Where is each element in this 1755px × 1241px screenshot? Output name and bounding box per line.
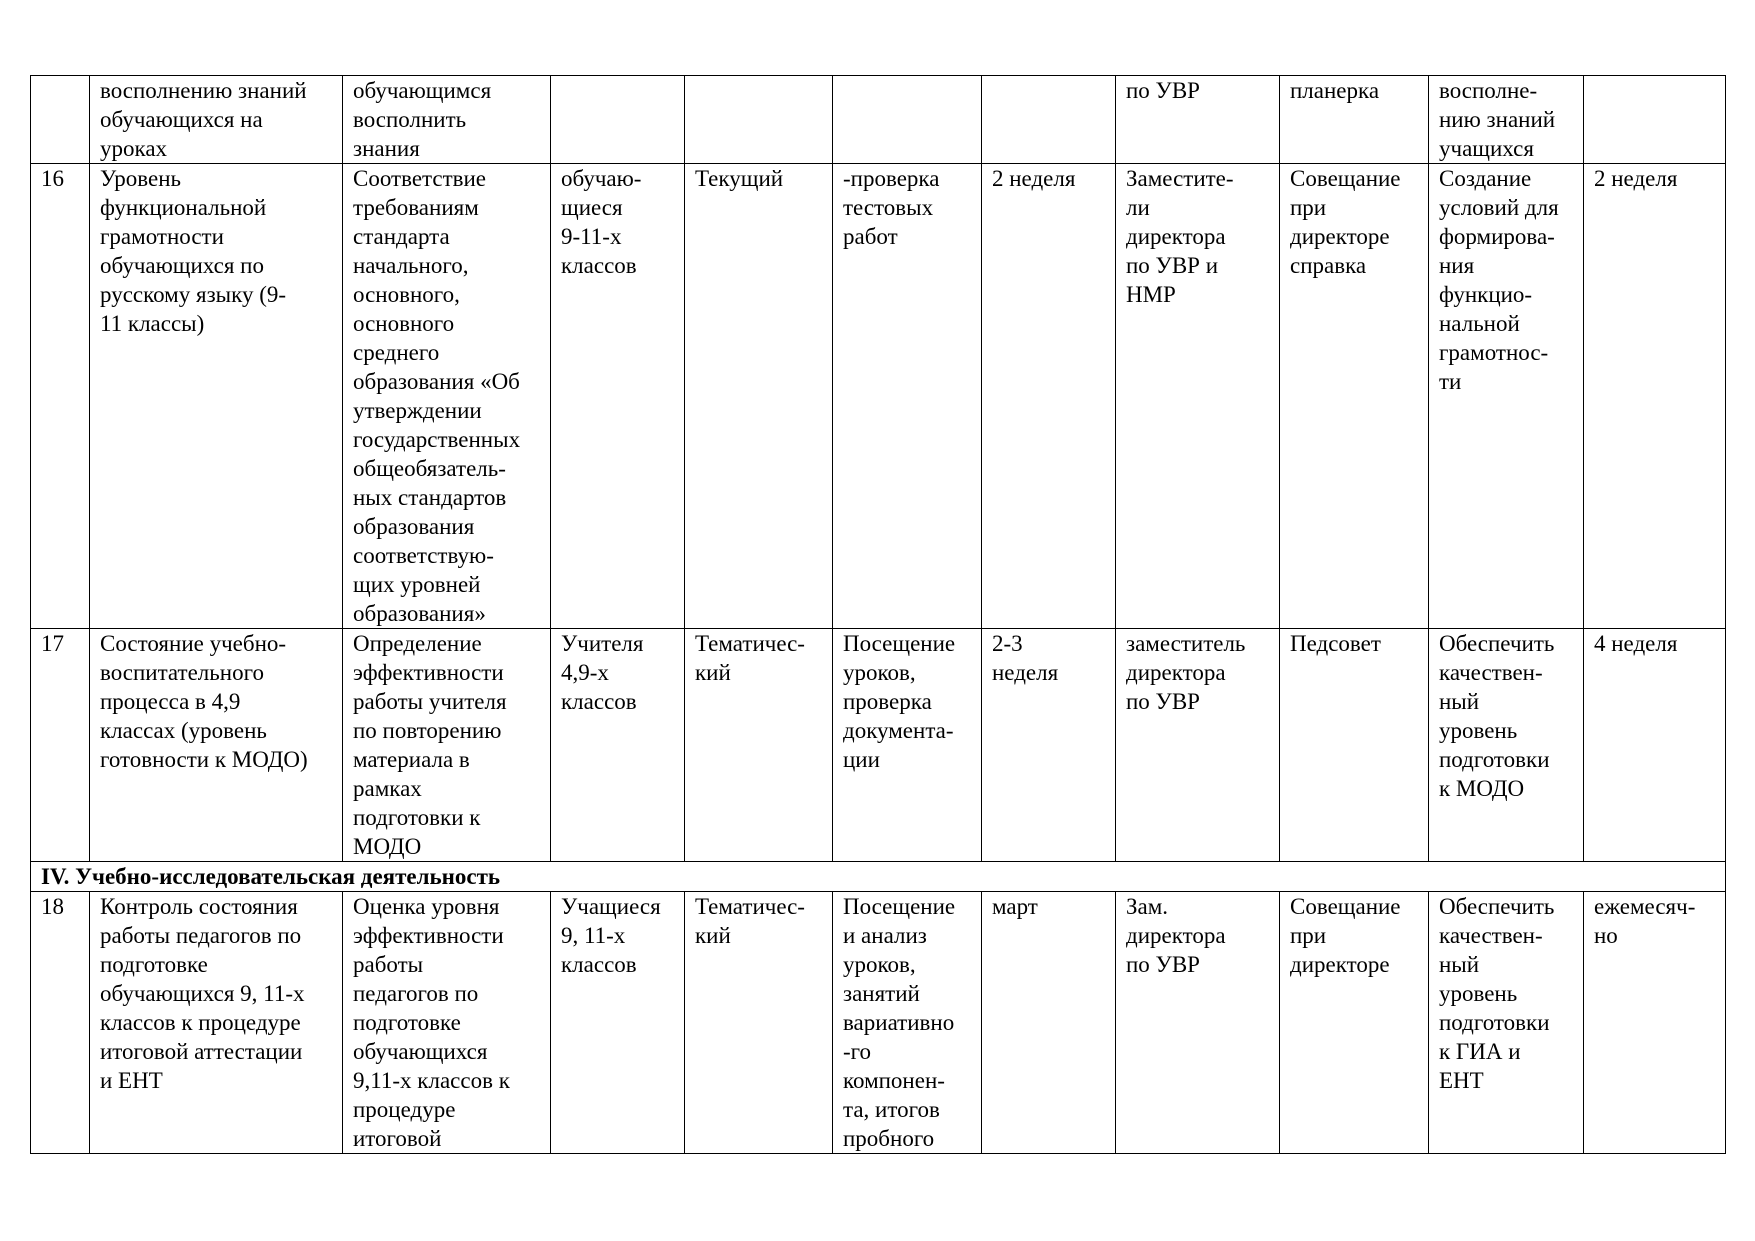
control-goal-cell: обучающимся восполнить знания xyxy=(343,76,551,164)
table-row xyxy=(31,164,1726,629)
row-number-cell: 18 xyxy=(31,892,90,1154)
control-type-cell: Тематичес- кий xyxy=(685,629,833,862)
control-object-cell: обучаю- щиеся 9-11-х классов xyxy=(551,164,685,629)
table-row xyxy=(31,76,1726,164)
responsible-cell: заместитель директора по УВР xyxy=(1116,629,1280,862)
control-type-cell xyxy=(685,76,833,164)
control-period-cell: март xyxy=(982,892,1116,1154)
control-plan-table xyxy=(30,75,1726,1154)
control-method-cell: Посещение уроков, проверка документа- ции xyxy=(833,629,982,862)
control-method-cell xyxy=(833,76,982,164)
section-row xyxy=(31,862,1726,892)
control-period-cell: 2-3 неделя xyxy=(982,629,1116,862)
repeat-control-cell: ежемесяч- но xyxy=(1584,892,1726,1154)
control-object-cell: Учащиеся 9, 11-х классов xyxy=(551,892,685,1154)
summary-place-cell: планерка xyxy=(1280,76,1429,164)
control-topic-cell: Состояние учебно- воспитательного процесса в 4,9 классах (уровень готовности к МОДО) xyxy=(90,629,343,862)
control-method-cell: -проверка тестовых работ xyxy=(833,164,982,629)
repeat-control-cell: 2 неделя xyxy=(1584,164,1726,629)
table-row xyxy=(31,629,1726,862)
section-heading: IV. Учебно-исследовательская деятельность xyxy=(31,862,1726,892)
control-object-cell: Учителя 4,9-х классов xyxy=(551,629,685,862)
control-type-cell: Текущий xyxy=(685,164,833,629)
summary-place-cell: Педсовет xyxy=(1280,629,1429,862)
control-goal-cell: Определение эффективности работы учителя по повторению материала в рамках подготовки к МОДО xyxy=(343,629,551,862)
control-type-cell: Тематичес- кий xyxy=(685,892,833,1154)
control-goal-cell: Соответствие требованиям стандарта начального, основного, основного среднего образования «Об утверждении государственных общеобязатель- ных стандартов образования соответствую- щих уровней образования» xyxy=(343,164,551,629)
row-number-cell: 16 xyxy=(31,164,90,629)
row-number-cell: 17 xyxy=(31,629,90,862)
management-decision-cell: Создание условий для формирова- ния функцио- нальной грамотнос- ти xyxy=(1429,164,1584,629)
summary-place-cell: Совещание при директоре xyxy=(1280,892,1429,1154)
control-period-cell xyxy=(982,76,1116,164)
management-decision-cell: восполне- нию знаний учащихся xyxy=(1429,76,1584,164)
control-topic-cell: восполнению знаний обучающихся на уроках xyxy=(90,76,343,164)
control-object-cell xyxy=(551,76,685,164)
control-period-cell: 2 неделя xyxy=(982,164,1116,629)
control-topic-cell: Уровень функциональной грамотности обучающихся по русскому языку (9- 11 классы) xyxy=(90,164,343,629)
responsible-cell: Заместите- ли директора по УВР и НМР xyxy=(1116,164,1280,629)
repeat-control-cell xyxy=(1584,76,1726,164)
control-topic-cell: Контроль состояния работы педагогов по подготовке обучающихся 9, 11-х классов к процедуре итоговой аттестации и ЕНТ xyxy=(90,892,343,1154)
repeat-control-cell: 4 неделя xyxy=(1584,629,1726,862)
summary-place-cell: Совещание при директоре справка xyxy=(1280,164,1429,629)
table-row xyxy=(31,892,1726,1154)
management-decision-cell: Обеспечить качествен- ный уровень подготовки к МОДО xyxy=(1429,629,1584,862)
responsible-cell: по УВР xyxy=(1116,76,1280,164)
responsible-cell: Зам. директора по УВР xyxy=(1116,892,1280,1154)
row-number-cell xyxy=(31,76,90,164)
control-goal-cell: Оценка уровня эффективности работы педагогов по подготовке обучающихся 9,11-х классов к процедуре итоговой xyxy=(343,892,551,1154)
management-decision-cell: Обеспечить качествен- ный уровень подготовки к ГИА и ЕНТ xyxy=(1429,892,1584,1154)
control-method-cell: Посещение и анализ уроков, занятий вариативно -го компонен- та, итогов пробного xyxy=(833,892,982,1154)
